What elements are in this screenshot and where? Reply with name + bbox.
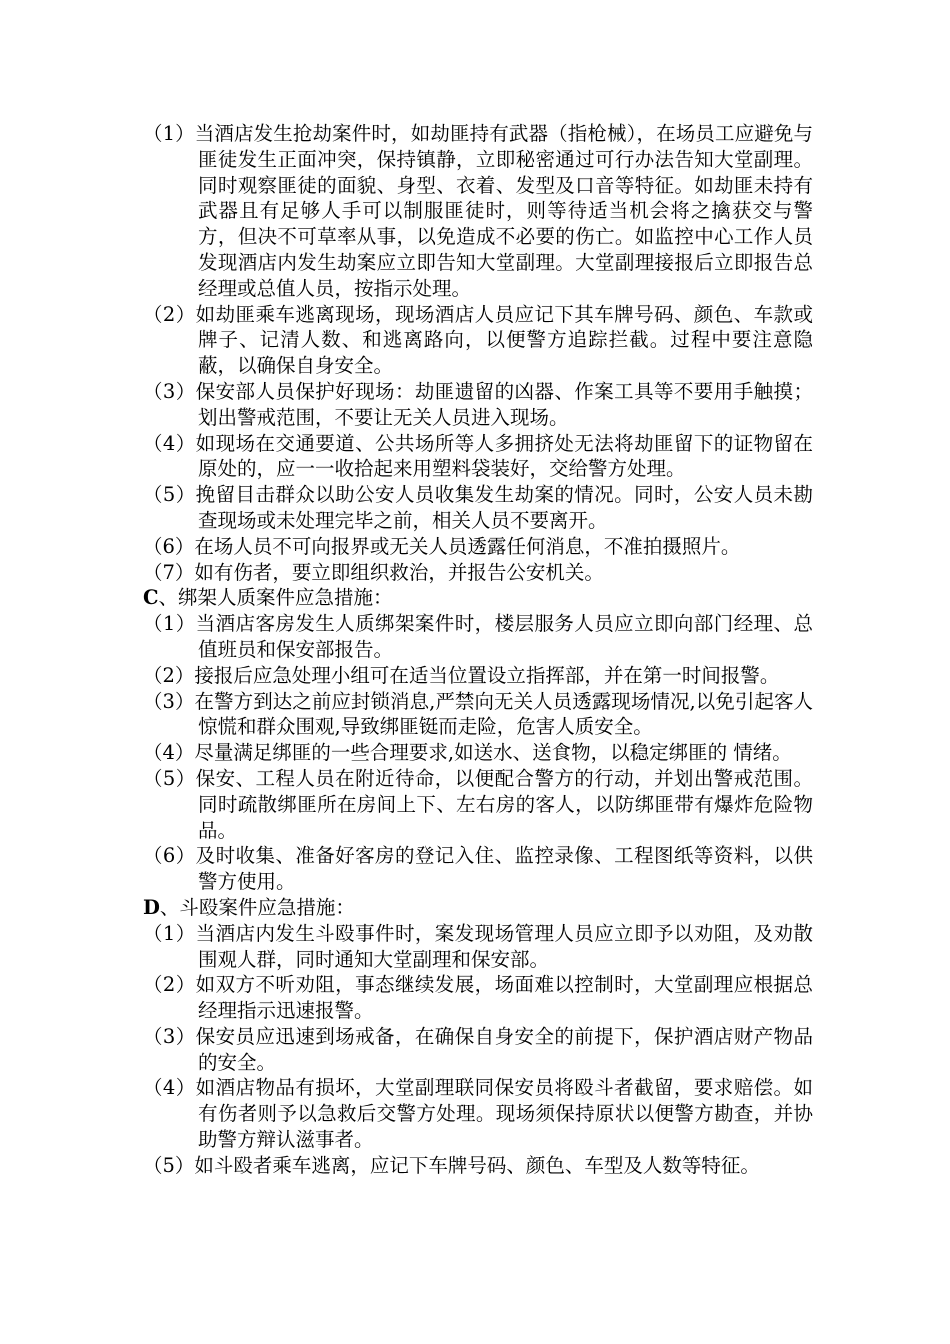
fight-measure-4: （4）如酒店物品有损坏，大堂副理联同保安员将殴斗者截留，要求赔偿。如有伤者则予以急救后交警方处理。现场须保持原状以便警方勘查，并协助警方辩认滋事者。 bbox=[143, 1076, 813, 1152]
robbery-measure-6: （6）在场人员不可向报界或无关人员透露任何消息，不准拍摄照片。 bbox=[143, 534, 741, 558]
fight-measure-2: （2）如双方不听劝阻，事态继续发展，场面难以控制时，大堂副理应根据总经理指示迅速报警。 bbox=[143, 973, 813, 1023]
robbery-measure-1: （1）当酒店发生抢劫案件时，如劫匪持有武器（指枪械），在场员工应避免与匪徒发生正面冲突，保持镇静，立即秘密通过可行办法告知大堂副理。同时观察匪徒的面貌、身型、衣着、发型及口音等特征。如劫匪未持有武器且有足够人手可以制服匪徒时，则等待适当机会将之擒获交与警方，但决不可草率从事，以免造成不必要的伤亡。如监控中心工作人员发现酒店内发生劫案应立即告知大堂副理。大堂副理接报后立即报告总经理或总值人员，按指示处理。 bbox=[143, 122, 813, 300]
robbery-measure-5: （5）挽留目击群众以助公安人员收集发生劫案的情况。同时，公安人员未勘查现场或未处理完毕之前，相关人员不要离开。 bbox=[143, 483, 813, 532]
document-body bbox=[143, 121, 813, 1179]
fight-section-letter: D bbox=[143, 895, 160, 919]
robbery-measure-4: （4）如现场在交通要道、公共场所等人多拥挤处无法将劫匪留下的证物留在原处的，应一一收拾起来用塑料袋装好，交给警方处理。 bbox=[143, 431, 813, 481]
hostage-section-title: 、绑架人质案件应急措施： bbox=[158, 586, 393, 610]
hostage-section-letter: C bbox=[143, 586, 159, 610]
hostage-measure-6: （6）及时收集、准备好客房的登记入住、监控录像、工程图纸等资料，以供警方使用。 bbox=[143, 844, 813, 894]
hostage-measure-5: （5）保安、工程人员在附近待命，以便配合警方的行动，并划出警戒范围。同时疏散绑匪所在房间上下、左右房的客人，以防绑匪带有爆炸危险物品。 bbox=[143, 766, 813, 842]
fight-measure-5: （5）如斗殴者乘车逃离，应记下车牌号码、颜色、车型及人数等特征。 bbox=[143, 1153, 760, 1177]
robbery-measure-2: （2）如劫匪乘车逃离现场，现场酒店人员应记下其车牌号码、颜色、车款或牌子、记清人数、和逃离路向，以便警方追踪拦截。过程中要注意隐蔽，以确保自身安全。 bbox=[143, 302, 813, 378]
fight-section-heading bbox=[143, 895, 813, 921]
hostage-section-heading bbox=[143, 585, 813, 611]
robbery-measure-3: （3）保安部人员保护好现场：劫匪遗留的凶器、作案工具等不要用手触摸；划出警戒范围，不要让无关人员进入现场。 bbox=[143, 379, 813, 429]
fight-section-title: 、斗殴案件应急措施： bbox=[159, 895, 355, 919]
fight-measure-1: （1）当酒店内发生斗殴事件时，案发现场管理人员应立即予以劝阻，及劝散围观人群，同时通知大堂副理和保安部。 bbox=[143, 921, 813, 971]
hostage-measure-3: （3）在警方到达之前应封锁消息,严禁向无关人员透露现场情况,以免引起客人惊慌和群众围观,导致绑匪铤而走险，危害人质安全。 bbox=[143, 689, 813, 739]
fight-measure-3: （3）保安员应迅速到场戒备，在确保自身安全的前提下，保护酒店财产物品的安全。 bbox=[143, 1024, 813, 1074]
hostage-measure-4: （4）尽量满足绑匪的一些合理要求,如送水、送食物，以稳定绑匪的 情绪。 bbox=[143, 741, 792, 765]
hostage-measure-2: （2）接报后应急处理小组可在适当位置设立指挥部，并在第一时间报警。 bbox=[143, 663, 780, 687]
hostage-measure-1: （1）当酒店客房发生人质绑架案件时，楼层服务人员应立即向部门经理、总值班员和保安部报告。 bbox=[143, 612, 813, 661]
robbery-measure-7: （7）如有伤者，要立即组织救治，并报告公安机关。 bbox=[143, 560, 604, 584]
